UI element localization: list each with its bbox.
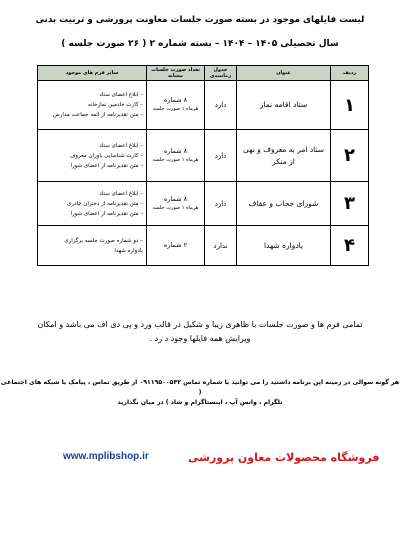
other-form-item: – ابلاغ اعضای ستاد <box>99 142 143 149</box>
header-count: تعداد صورت جلسات مشابه <box>147 66 205 81</box>
note-line: تمامی فرم ها و صورت جلسات با ظاهری زیبا و شکیل در قالب ورد و پی دی اف می باشد و امکان <box>37 320 363 329</box>
row-count-sub: هرماه ۱ صورت جلسه <box>152 204 199 211</box>
row-count-main: ۲ شماره <box>163 241 188 249</box>
contact-line: هر گونه سوالی در زمینه این برنامه داشتید را می توانید با شماره تماس ۰۹۱۱۹۵۰۰۵۴۲ از طریق تماس ، پیامک یا شبکه های اجتماعی ( <box>0 379 400 396</box>
contact-line: تلگرام ، واتس آپ ، اینستاگرام و شاد ) در میان بگذارید <box>117 399 283 406</box>
row-schedule: دارد <box>205 130 237 182</box>
row-other-forms <box>38 182 147 226</box>
formats-note <box>0 318 400 346</box>
row-other-forms <box>38 81 147 130</box>
row-title <box>237 81 331 130</box>
row-schedule: دارد <box>205 182 237 226</box>
table-row <box>38 81 369 130</box>
table-header-row <box>38 66 369 81</box>
row-title <box>237 182 331 226</box>
row-title <box>237 226 331 266</box>
table-row <box>38 130 369 182</box>
row-number: ۳ <box>331 182 369 226</box>
table-row <box>38 182 369 226</box>
row-title-line: از منکر <box>272 156 295 166</box>
row-number: ۱ <box>331 81 369 130</box>
table-row <box>38 226 369 266</box>
document-subtitle: سال تحصیلی ۱۴۰۵ – ۱۴۰۴ – بسته شماره ۲ ( ۲۶ صورت جلسه ) <box>61 39 339 49</box>
row-number: ۴ <box>331 226 369 266</box>
row-title-line: شورای حجاب و عفاف <box>248 198 319 208</box>
row-number: ۲ <box>331 130 369 182</box>
row-other-forms <box>38 226 147 266</box>
files-table <box>37 65 369 266</box>
header-schedule: جدول زمانبندی <box>205 66 237 81</box>
other-form-item: – کارت شناسایی یاوران معروف <box>69 152 143 159</box>
row-count <box>147 182 205 226</box>
document-title: لیست فایلهای موجود در بسته صورت جلسات معاونت پرورشی و تربیت بدنی <box>35 15 365 25</box>
row-count-main: ۸ شماره <box>163 194 188 203</box>
note-line: ویرایش همه فایلها وجود د رد . <box>149 334 251 343</box>
row-title-line: ستاد اقامه نماز <box>259 100 308 109</box>
header-title: عنوان <box>237 66 331 81</box>
header-row-number: ردیف <box>331 66 369 81</box>
other-form-item: – دو شماره صورت جلسه برگزاری <box>64 237 143 244</box>
other-form-item: – متن تقدیرنامه از اعضای شورا <box>70 210 143 217</box>
other-form-item: – ابلاغ اعضای ستاد <box>99 92 143 98</box>
row-title <box>237 130 331 182</box>
other-form-item: – متن تقدیرنامه از ائمه جماعت مدارس <box>53 112 143 118</box>
row-count <box>147 81 205 130</box>
other-form-item: یادواره شهدا <box>114 247 143 254</box>
row-count-main: ۸ شماره <box>163 96 188 104</box>
other-form-item: – متن تقدیرنامه از اعضای شورا <box>70 162 143 169</box>
shop-name: فروشگاه محصولات معاون پرورشی <box>188 451 380 464</box>
header-other-forms: سایر فرم های موجود <box>38 66 147 81</box>
row-schedule: دارد <box>205 81 237 130</box>
other-form-item: – متن تقدیرنامه از دختران چادری <box>67 200 143 207</box>
website-link[interactable]: www.mplibshop.ir <box>63 451 149 462</box>
row-count <box>147 130 205 182</box>
row-count-sub: هرماه ۱ صورت جلسه <box>152 106 199 112</box>
row-other-forms <box>38 130 147 182</box>
other-form-item: – کارت خادمین نمازخانه <box>87 102 143 108</box>
other-form-item: – ابلاغ اعضای ستاد <box>99 190 143 197</box>
row-count-sub: هرماه ۱ صورت جلسه <box>152 156 199 163</box>
row-title-line: ستاد امر به معروف و نهی <box>242 144 325 154</box>
row-count <box>147 226 205 266</box>
row-title-line: یادواره شهدا <box>263 240 304 250</box>
row-schedule: ندارد <box>205 226 237 266</box>
row-count-main: ۸ شماره <box>163 146 188 155</box>
contact-info <box>0 378 400 408</box>
